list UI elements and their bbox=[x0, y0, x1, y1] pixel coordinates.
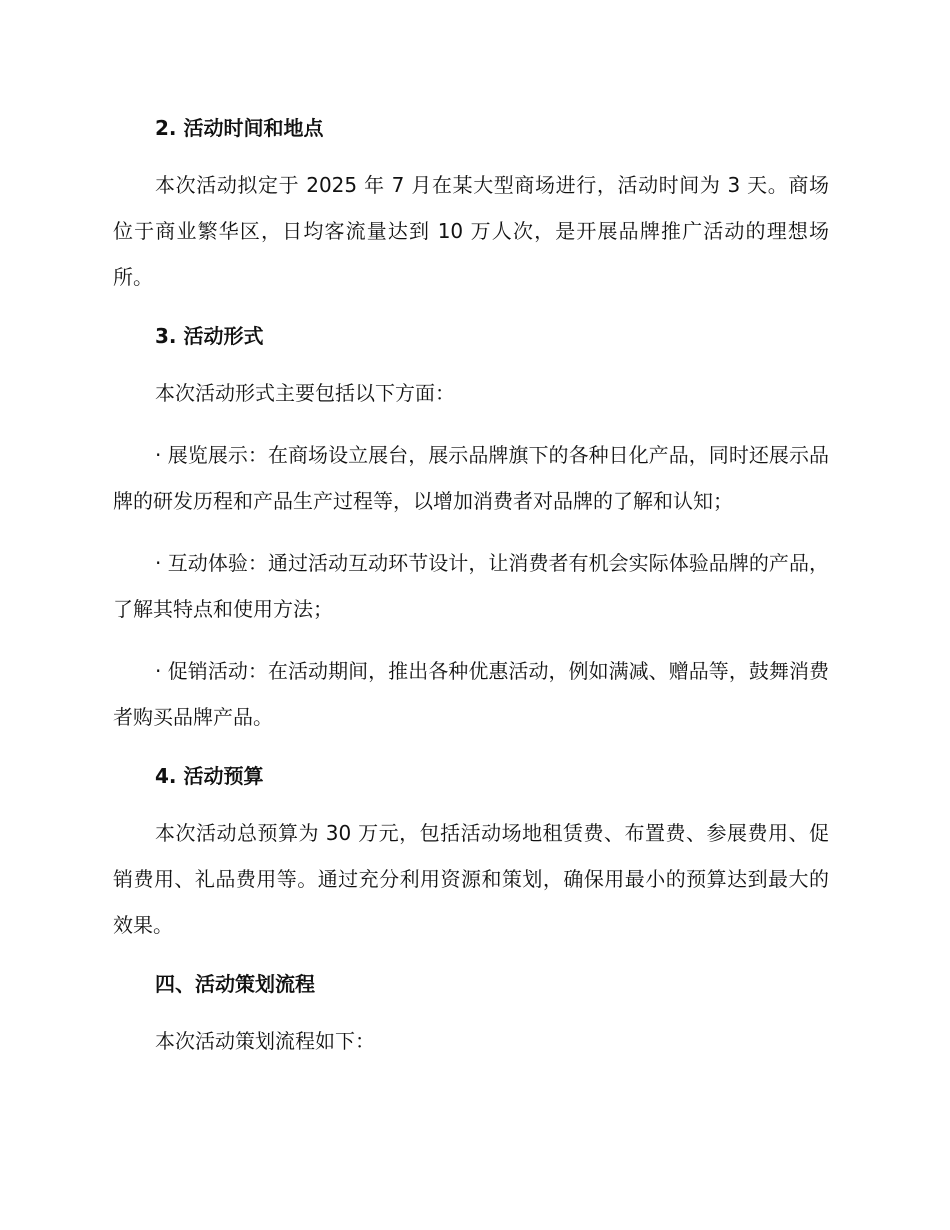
section-heading-activity-format: 3. 活动形式 bbox=[155, 324, 264, 348]
section-heading-budget: 4. 活动预算 bbox=[155, 764, 264, 788]
paragraph-time-location: 本次活动拟定于 2025 年 7 月在某大型商场进行，活动时间为 3 天。商场位于商业繁华区，日均客流量达到 10 万人次，是开展品牌推广活动的理想场所。 bbox=[113, 173, 829, 289]
section-heading-planning-process: 四、活动策划流程 bbox=[155, 972, 315, 996]
paragraph-process-intro: 本次活动策划流程如下： bbox=[155, 1029, 375, 1053]
bullet-exhibition: · 展览展示：在商场设立展台，展示品牌旗下的各种日化产品，同时还展示品牌的研发历程和产品生产过程等，以增加消费者对品牌的了解和认知； bbox=[113, 443, 829, 513]
paragraph-format-intro: 本次活动形式主要包括以下方面： bbox=[155, 381, 455, 405]
paragraph-budget: 本次活动总预算为 30 万元，包括活动场地租赁费、布置费、参展费用、促销费用、礼品费用等。通过充分利用资源和策划，确保用最小的预算达到最大的效果。 bbox=[113, 821, 829, 937]
bullet-promotion: · 促销活动：在活动期间，推出各种优惠活动，例如满减、赠品等，鼓舞消费者购买品牌产品。 bbox=[113, 659, 829, 729]
bullet-interactive-experience: · 互动体验：通过活动互动环节设计，让消费者有机会实际体验品牌的产品，了解其特点和使用方法； bbox=[113, 551, 829, 621]
section-heading-time-location: 2. 活动时间和地点 bbox=[155, 116, 324, 140]
document-body bbox=[113, 108, 829, 1080]
